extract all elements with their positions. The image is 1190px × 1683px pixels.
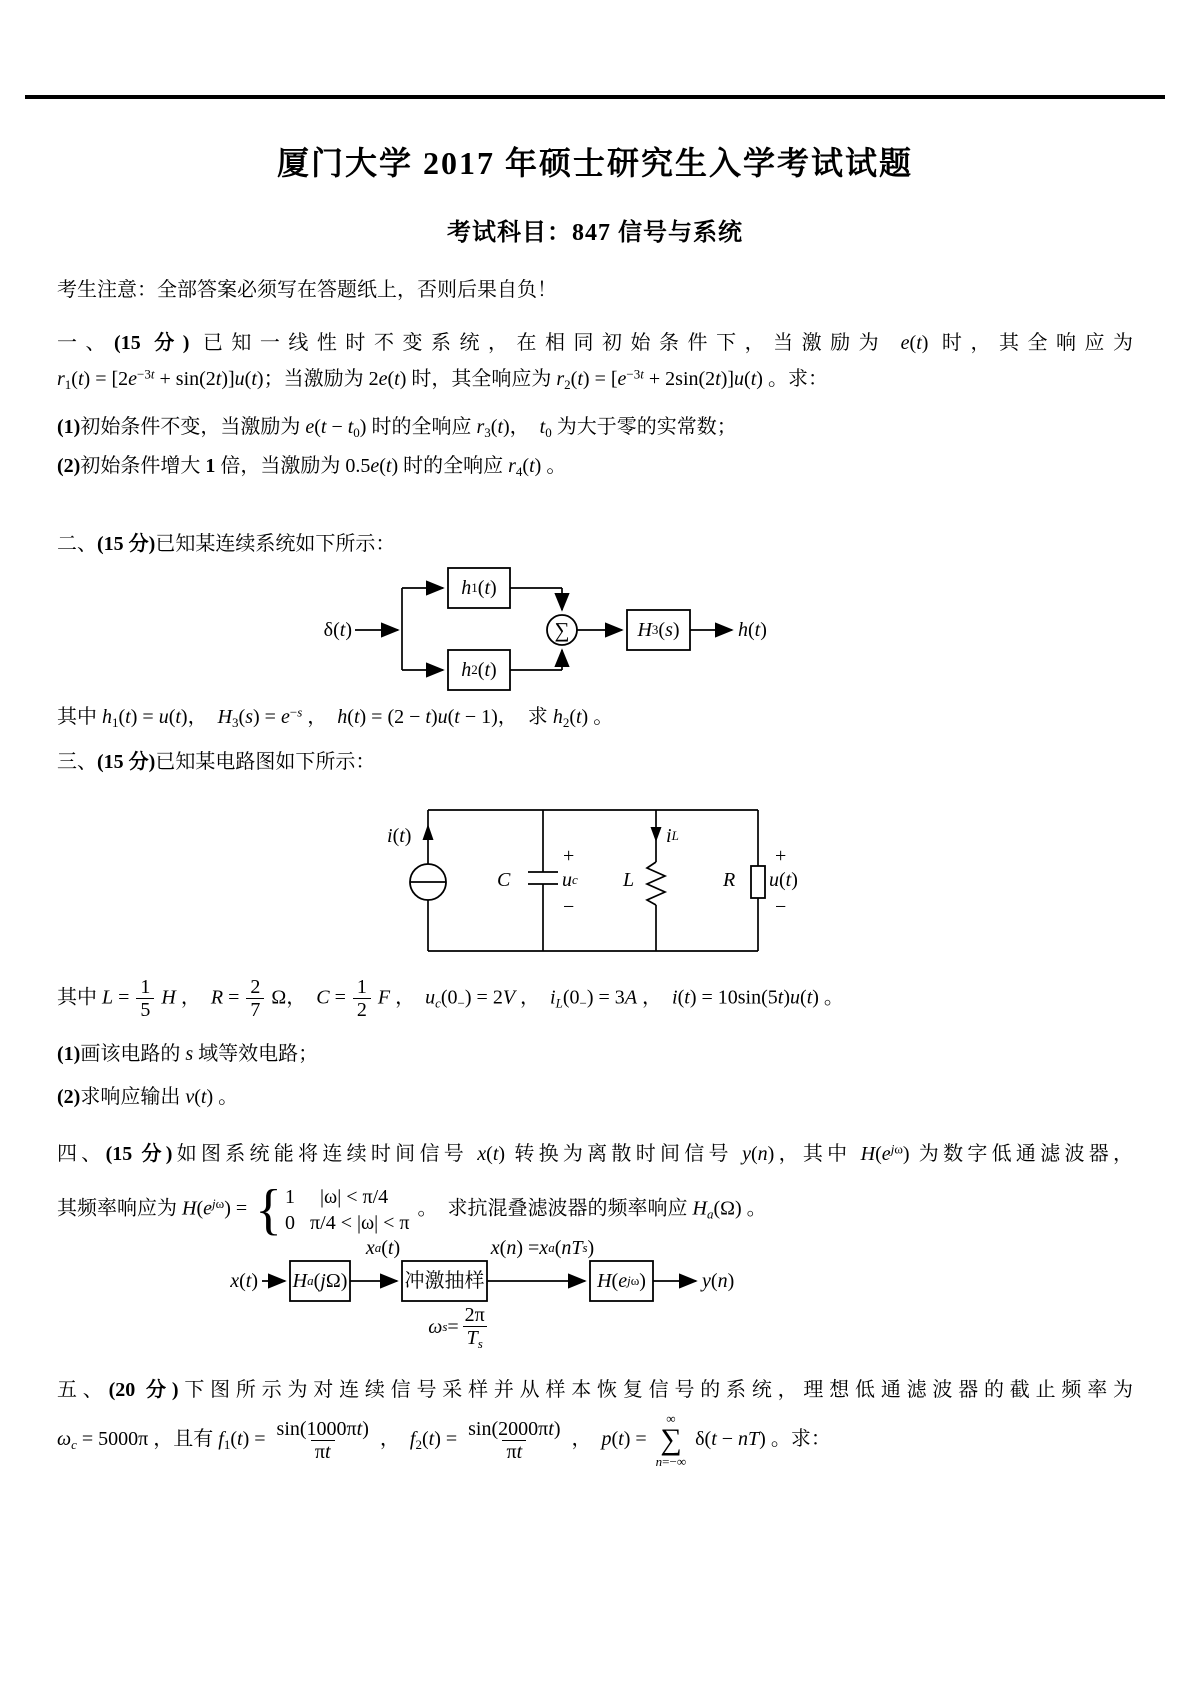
q1-formula-line: $r_1(t) = [2e^{-3t} + \sin(2t)]u(t)$；当激励为 2e(t) 时，其全响应为 $r_2(t) = [e^{-3t} + 2\sin(2t)]u(t)$ 。求：	[57, 366, 828, 392]
q3-heading: 三、(15 分)已知某电路图如下所示：	[57, 751, 376, 773]
q2-given-line: 其中 $h_1(t) = u(t)$， $H_3(s) = e^{-s}$ ， h(t) = (2 − t)u(t − 1)， 求 $h_2(t)$ 。	[57, 704, 614, 730]
q4-xa-label: x a ( t )	[365, 1237, 401, 1259]
q2-h1-box-label: h 1 ( t )	[461, 577, 497, 599]
q2-h3-box-label: H 3 ( s )	[637, 619, 680, 641]
q3-cap-voltage-label: u c	[562, 869, 578, 891]
q2-sum-label: ∑	[554, 618, 570, 642]
q1-intro-line: 一、(15 分) 已知一线性时不变系统，在相同初始条件下，当激励为 e(t) 时，其全响应为	[57, 332, 1133, 354]
inductor-current-arrow	[651, 827, 662, 842]
inductor-coil	[647, 862, 665, 905]
q3-circuit-canvas	[385, 800, 815, 965]
q3-cap-minus-sign: −	[563, 896, 575, 918]
q4-input-label: x ( t )	[230, 1270, 258, 1292]
q3-res-label: R	[723, 869, 736, 891]
q4-sampling-rate-label: ω s = $\frac{2\pi}{T_s}$	[412, 1304, 507, 1350]
q4-output-label: y ( n )	[702, 1270, 735, 1292]
q2-diagram-canvas	[300, 558, 790, 708]
q2-heading: 二、(15 分)已知某连续系统如下所示：	[57, 533, 396, 555]
q1-item-1: (1)初始条件不变，当激励为 $e(t - t_0)$ 时的全响应 $r_3(t)$， $t_0$ 为大于零的实常数；	[57, 416, 737, 440]
q4-system-diagram	[200, 1237, 910, 1365]
q4-digital-filter-box-label: H ( e jω )	[597, 1270, 646, 1292]
q5-formula-line: $\omega_c = 5000\pi$ ，且有 $f_1(t)$ = $\frac{\sin(1000\pi t)}{\pi t}$ ， $f_2(t)$ = $\frac{\sin(2000\pi t)}{\pi t}$ ， p(t) = ∞ ∑ n=−∞ δ(t − nT) 。求：	[57, 1411, 831, 1469]
q3-item-1: (1)画该电路的 s 域等效电路；	[57, 1043, 319, 1065]
q4-frequency-response-line: 其频率响应为 $H(e^{j\omega})$ = { 1 |ω| < π/4 0 π/4 < |ω| < π 。 求抗混叠滤波器的频率响应 $H_a(\Omega)$ 。	[57, 1178, 767, 1241]
q4-impulse-sampling-box-label: 冲激抽样	[404, 1270, 485, 1292]
q3-given-line: 其中 L = $\frac{1}{5}$ H ， R = $\frac{2}{7}$ Ω， C = $\frac{1}{2}$ F ， $u_c(0_-) = 2V$ ， $i_L(0_-) = 3A$ ， i(t) = 10sin(5t)u(t) 。	[57, 976, 844, 1022]
q3-res-voltage-label: u ( t )	[769, 869, 798, 891]
q2-input-label: δ( t )	[323, 619, 352, 641]
q3-source-current-label: i ( t )	[387, 825, 412, 847]
q5-intro-line: 五、(20 分)下图所示为对连续信号采样并从样本恢复信号的系统，理想低通滤波器的截止频率为	[57, 1379, 1133, 1401]
q3-ind-current-label: i L	[666, 825, 679, 847]
exam-notice: 考生注意：全部答案必须写在答题纸上，否则后果自负！	[57, 279, 557, 301]
q4-antialias-filter-box-label: H a ( j Ω)	[292, 1270, 348, 1292]
q3-res-plus-sign: +	[775, 845, 787, 867]
q2-h2-box-label: h 2 ( t )	[461, 659, 497, 681]
q3-ind-label: L	[623, 869, 635, 891]
q3-item-2: (2)求响应输出 v(t) 。	[57, 1086, 239, 1108]
q2-output-label: h ( t )	[738, 619, 767, 641]
q4-xn-label: x ( n ) = x a ( nT s )	[490, 1237, 595, 1259]
q3-cap-label: C	[497, 869, 511, 891]
page-title: 厦门大学 2017 年硕士研究生入学考试试题	[276, 145, 913, 181]
header-rule	[25, 95, 1165, 99]
q1-item-2: (2)初始条件增大 1 倍，当激励为 0.5e(t) 时的全响应 $r_4(t)$ 。	[57, 455, 567, 479]
q3-cap-plus-sign: +	[563, 845, 575, 867]
source-current-arrow	[423, 824, 434, 840]
exam-subject: 考试科目：847 信号与系统	[447, 220, 743, 246]
q2-block-diagram	[300, 558, 790, 708]
q4-intro-line: 四、(15 分)如图系统能将连续时间信号 x(t) 转换为离散时间信号 y(n)，其中 $H(e^{j\omega})$ 为数字低通滤波器，	[57, 1141, 1133, 1165]
resistor-body	[751, 866, 765, 898]
q3-circuit-diagram	[385, 800, 815, 965]
q3-res-minus-sign: −	[775, 896, 787, 918]
